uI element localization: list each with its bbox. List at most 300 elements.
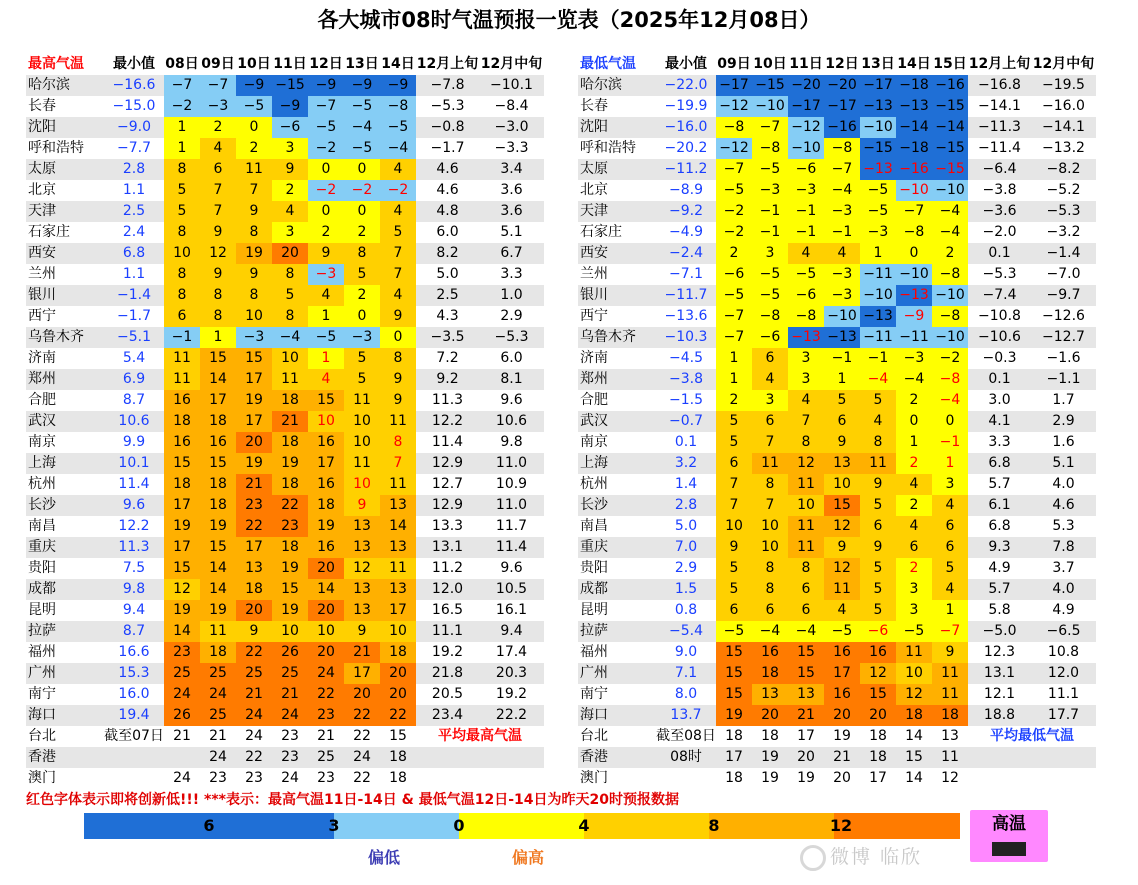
day-value: 4 [896, 474, 932, 495]
day-value: 19 [716, 705, 752, 726]
city-name: 合肥 [580, 392, 608, 408]
table-row [578, 684, 1096, 705]
table-row [26, 327, 544, 348]
day-value: 20 [824, 705, 860, 726]
min-value: −13.6 [664, 308, 708, 324]
day-value: 15 [824, 495, 860, 516]
day-value: −18 [896, 138, 932, 159]
day-value: 7 [200, 201, 236, 222]
day-value: 0 [344, 201, 380, 222]
day-value: −7 [716, 159, 752, 180]
day-value: −1 [932, 432, 968, 453]
day-value: 4 [824, 600, 860, 621]
column-header: 11日 [789, 56, 823, 72]
day-value: 18 [200, 474, 236, 495]
day-value: 15 [788, 642, 824, 663]
day-value: −17 [716, 75, 752, 96]
city-name: 重庆 [580, 539, 608, 555]
day-value: 12 [788, 453, 824, 474]
city-name: 拉萨 [28, 623, 56, 639]
table-row [26, 432, 544, 453]
day-value: −11 [896, 327, 932, 348]
city-name: 呼和浩特 [580, 140, 636, 156]
day-value: −9 [272, 96, 308, 117]
day-value: 9 [716, 537, 752, 558]
table-row [578, 117, 1096, 138]
table-row [578, 516, 1096, 537]
day-value: 8 [164, 222, 200, 243]
day-value: 23 [281, 749, 299, 765]
min-value: 19.4 [118, 707, 150, 723]
day-value: 8 [236, 285, 272, 306]
day-value: 23 [164, 642, 200, 663]
min-value: −16.6 [112, 77, 156, 93]
day-value: −6 [860, 621, 896, 642]
min-value: 8.7 [122, 623, 146, 639]
day-value: −17 [860, 75, 896, 96]
day-value: −5 [716, 180, 752, 201]
early-month-avg: −5.3 [982, 266, 1017, 282]
page-title: 各大城市08时气温预报一览表（2025年12月08日） [317, 8, 821, 32]
day-value [164, 747, 200, 768]
day-value: 9 [200, 264, 236, 285]
mid-month-avg: 10.8 [1047, 644, 1080, 660]
early-month-avg: 12.9 [431, 455, 464, 471]
day-value: 15 [716, 663, 752, 684]
table-row [578, 726, 1096, 747]
day-value: 15 [200, 453, 236, 474]
day-value: −6 [788, 285, 824, 306]
legend-tick-label: 6 [203, 816, 215, 835]
day-value: −13 [896, 96, 932, 117]
city-name: 南昌 [28, 518, 56, 534]
day-value: 24 [353, 749, 371, 765]
day-value: −10 [932, 327, 968, 348]
table-row [26, 621, 544, 642]
day-value: 1 [932, 453, 968, 474]
table-row [26, 600, 544, 621]
city-name: 澳门 [28, 770, 56, 786]
hot-label: 高温 [992, 814, 1026, 834]
mid-month-avg: −1.1 [1046, 371, 1081, 387]
early-month-avg: −5.3 [430, 98, 465, 114]
table-row [578, 159, 1096, 180]
legend-high-label: 偏高 [512, 848, 545, 867]
early-month-avg: 9.3 [988, 539, 1011, 555]
min-value: −16.0 [664, 119, 708, 135]
early-month-avg: −14.1 [978, 98, 1021, 114]
day-value: 9 [236, 621, 272, 642]
day-value: 4 [308, 369, 344, 390]
day-value: −1 [752, 222, 788, 243]
day-value: −5 [752, 285, 788, 306]
day-value: −15 [272, 75, 308, 96]
day-value: −15 [932, 96, 968, 117]
day-value: 25 [200, 663, 236, 684]
table-row [578, 75, 1096, 96]
day-value: 19 [797, 770, 815, 786]
day-value: 7 [716, 495, 752, 516]
day-value: 15 [236, 348, 272, 369]
day-value: 13 [824, 453, 860, 474]
day-value: 3 [896, 600, 932, 621]
day-value: 20 [236, 432, 272, 453]
city-name: 济南 [28, 350, 56, 366]
day-value: 2 [716, 243, 752, 264]
day-value: 0 [896, 243, 932, 264]
table-row [578, 495, 1096, 516]
column-header: 12月上旬 [968, 56, 1031, 72]
mid-month-avg: 3.7 [1052, 560, 1075, 576]
watermark-text: 微博 临欣 [830, 846, 923, 868]
legend-swatch [709, 813, 834, 839]
day-value: 9 [308, 243, 344, 264]
min-value [104, 768, 164, 789]
day-value: 13 [380, 579, 416, 600]
day-value: 15 [905, 749, 923, 765]
table-row [578, 474, 1096, 495]
mid-month-avg: −8.4 [494, 98, 529, 114]
hot-swatch [992, 842, 1026, 856]
early-month-avg: 4.9 [988, 560, 1011, 576]
day-value: 3 [788, 348, 824, 369]
table-row [26, 516, 544, 537]
day-value: −7 [716, 306, 752, 327]
min-value: 2.9 [674, 560, 698, 576]
day-value: 8 [272, 264, 308, 285]
day-value: 4 [200, 138, 236, 159]
day-value: −4 [932, 201, 968, 222]
day-value: 16 [200, 432, 236, 453]
day-value: 3 [896, 579, 932, 600]
day-value: 5 [344, 264, 380, 285]
day-value: 10 [752, 516, 788, 537]
day-value: 5 [716, 411, 752, 432]
day-value: 13 [380, 495, 416, 516]
day-value: 8 [164, 285, 200, 306]
day-value: 13 [788, 684, 824, 705]
day-value: 10 [344, 411, 380, 432]
min-value [656, 768, 716, 789]
day-value: 15 [716, 684, 752, 705]
day-value: 22 [236, 516, 272, 537]
legend-swatch [459, 813, 584, 839]
day-value: 15 [788, 663, 824, 684]
table-row [26, 768, 544, 789]
table-header-row [26, 54, 544, 75]
mid-month-avg: −3.3 [494, 140, 529, 156]
day-value: 10 [896, 663, 932, 684]
early-month-avg: −10.6 [978, 329, 1021, 345]
city-name: 海口 [28, 707, 56, 723]
day-value: −9 [380, 75, 416, 96]
mid-month-avg: −8.2 [1046, 161, 1081, 177]
day-value: 5 [860, 579, 896, 600]
legend-swatch [334, 813, 459, 839]
day-value: 14 [905, 728, 923, 744]
day-value: −17 [824, 96, 860, 117]
city-name: 广州 [580, 665, 608, 681]
min-value: 7.1 [674, 665, 698, 681]
day-value: −5 [824, 621, 860, 642]
column-header: 10日 [753, 56, 787, 72]
day-value: 14 [308, 579, 344, 600]
day-value: 19 [236, 390, 272, 411]
day-value: −13 [860, 159, 896, 180]
day-value: 5 [932, 558, 968, 579]
day-value: −2 [308, 180, 344, 201]
early-month-avg [968, 747, 1031, 768]
early-month-avg: −5.0 [982, 623, 1017, 639]
column-header: 12月中旬 [480, 56, 543, 72]
table-label: 最高气温 [28, 56, 84, 72]
day-value: 21 [344, 642, 380, 663]
hot-legend-box [970, 810, 1048, 862]
early-month-avg: 平均最低气温 [990, 728, 1074, 744]
table-row [578, 558, 1096, 579]
day-value: −8 [752, 306, 788, 327]
mid-month-avg: 1.7 [1052, 392, 1075, 408]
city-name: 郑州 [580, 371, 608, 387]
city-name: 呼和浩特 [28, 140, 84, 156]
day-value: 6 [716, 453, 752, 474]
day-value: 14 [200, 558, 236, 579]
day-value: 18 [896, 705, 932, 726]
day-value: −11 [860, 327, 896, 348]
early-month-avg: −3.6 [982, 203, 1017, 219]
day-value: 19 [833, 728, 851, 744]
city-name: 乌鲁木齐 [580, 329, 636, 345]
mid-month-avg: 11.7 [495, 518, 528, 534]
day-value: 0 [236, 117, 272, 138]
day-value: 9 [380, 306, 416, 327]
early-month-avg: 5.7 [988, 581, 1011, 597]
day-value: 5 [716, 558, 752, 579]
day-value: −7 [308, 96, 344, 117]
weibo-icon [800, 845, 826, 871]
day-value: 6 [788, 579, 824, 600]
early-month-avg: 平均最高气温 [438, 728, 522, 744]
mid-month-avg: 19.2 [495, 686, 528, 702]
day-value: 4 [932, 579, 968, 600]
city-name: 海口 [580, 707, 608, 723]
day-value: 11 [164, 348, 200, 369]
day-value: 3 [788, 369, 824, 390]
day-value: 11 [200, 621, 236, 642]
table-row [578, 180, 1096, 201]
day-value: 4 [860, 411, 896, 432]
day-value: 18 [725, 770, 743, 786]
mid-month-avg: −5.3 [1046, 203, 1081, 219]
mid-month-avg: 1.6 [1052, 434, 1075, 450]
day-value: 11 [272, 369, 308, 390]
city-name: 南昌 [580, 518, 608, 534]
day-value: 13 [344, 600, 380, 621]
min-value: 16.0 [118, 686, 150, 702]
day-value: 18 [272, 390, 308, 411]
day-value: −4 [896, 369, 932, 390]
min-value: 08时 [670, 749, 702, 765]
early-month-avg: 3.0 [988, 392, 1011, 408]
city-name: 西安 [28, 245, 56, 261]
day-value: 8 [164, 159, 200, 180]
min-value: 10.6 [118, 413, 150, 429]
day-value: 1 [716, 369, 752, 390]
day-value: −20 [824, 75, 860, 96]
early-month-avg: 0.1 [988, 371, 1011, 387]
table-row [578, 411, 1096, 432]
mid-month-avg: 4.0 [1052, 476, 1075, 492]
day-value: 9 [932, 642, 968, 663]
table-row [578, 390, 1096, 411]
early-month-avg [968, 768, 1031, 789]
min-value: 11.4 [118, 476, 150, 492]
day-value: −5 [308, 327, 344, 348]
day-value: 11 [932, 663, 968, 684]
early-month-avg: 4.6 [436, 161, 459, 177]
min-value: −9.0 [117, 119, 151, 135]
min-value: 9.0 [674, 644, 698, 660]
day-value: 1 [716, 348, 752, 369]
day-value: 15 [389, 728, 407, 744]
day-value: −8 [716, 117, 752, 138]
day-value: 15 [860, 684, 896, 705]
city-name: 兰州 [580, 266, 608, 282]
table-row [26, 705, 544, 726]
day-value: 2 [344, 222, 380, 243]
day-value: 4 [380, 159, 416, 180]
early-month-avg: 16.5 [431, 602, 464, 618]
day-value: 9 [824, 537, 860, 558]
day-value: 4 [788, 243, 824, 264]
day-value: 19 [761, 770, 779, 786]
city-name: 北京 [28, 182, 56, 198]
day-value: −7 [752, 117, 788, 138]
day-value: −5 [344, 96, 380, 117]
min-value: 11.3 [118, 539, 150, 555]
day-value: 2 [896, 453, 932, 474]
city-name: 南宁 [580, 686, 608, 702]
early-month-avg: −3.8 [982, 182, 1017, 198]
early-month-avg: −1.7 [430, 140, 465, 156]
day-value: 22 [380, 705, 416, 726]
day-value: 10 [752, 537, 788, 558]
day-value: −15 [932, 138, 968, 159]
table-label: 最低气温 [580, 56, 636, 72]
table-row [26, 474, 544, 495]
early-month-avg: −0.8 [430, 119, 465, 135]
mid-month-avg: 2.9 [1052, 413, 1075, 429]
min-value: −22.0 [664, 77, 708, 93]
day-value: −8 [824, 138, 860, 159]
day-value: 15 [308, 390, 344, 411]
legend-swatch [584, 813, 709, 839]
min-value: −8.9 [669, 182, 703, 198]
table-row [578, 201, 1096, 222]
day-value: 4 [752, 369, 788, 390]
day-value: −10 [824, 306, 860, 327]
early-month-avg: 20.5 [431, 686, 464, 702]
early-month-avg: 4.8 [436, 203, 459, 219]
day-value: −8 [788, 306, 824, 327]
day-value: 18 [725, 728, 743, 744]
column-header: 12月中旬 [1032, 56, 1095, 72]
mid-month-avg: 5.3 [1052, 518, 1075, 534]
legend-tick-label: 12 [829, 816, 853, 835]
mid-month-avg: 4.6 [1052, 497, 1075, 513]
day-value: 9 [236, 201, 272, 222]
color-legend [84, 813, 960, 839]
day-value: 0 [308, 201, 344, 222]
day-value: −9 [308, 75, 344, 96]
day-value: 23 [209, 770, 227, 786]
day-value: 10 [272, 348, 308, 369]
table-row [578, 747, 1096, 768]
mid-month-avg: 10.5 [495, 581, 528, 597]
day-value: −6 [272, 117, 308, 138]
mid-month-avg: 1.0 [500, 287, 523, 303]
day-value: 7 [788, 411, 824, 432]
table-row [26, 306, 544, 327]
day-value: 6 [824, 411, 860, 432]
day-value: 12 [200, 243, 236, 264]
day-value: 24 [272, 705, 308, 726]
day-value: 8 [164, 264, 200, 285]
day-value: 8 [344, 243, 380, 264]
day-value: 21 [236, 474, 272, 495]
early-month-avg: −3.5 [430, 329, 465, 345]
day-value: 21 [833, 749, 851, 765]
day-value: 7 [380, 243, 416, 264]
day-value: 5 [860, 495, 896, 516]
day-value: 6 [752, 600, 788, 621]
min-value: 5.4 [122, 350, 146, 366]
city-name: 重庆 [28, 539, 56, 555]
day-value: 20 [308, 600, 344, 621]
min-value: −11.2 [664, 161, 708, 177]
early-month-avg: 5.7 [988, 476, 1011, 492]
day-value: 22 [353, 728, 371, 744]
mid-month-avg: 5.1 [1052, 455, 1075, 471]
table-row [26, 264, 544, 285]
footnote: 红色字体表示即将创新低!!! ***表示：最高气温11日-14日 & 最低气温12日-14日为昨天20时预报数据 [26, 792, 679, 808]
day-value: 11 [824, 579, 860, 600]
day-value: 8 [752, 474, 788, 495]
day-value: −4 [380, 138, 416, 159]
day-value: 11 [380, 474, 416, 495]
day-value: 21 [788, 705, 824, 726]
table-row [26, 159, 544, 180]
day-value: 17 [725, 749, 743, 765]
day-value: 14 [905, 770, 923, 786]
day-value: 19 [272, 558, 308, 579]
early-month-avg: 2.5 [436, 287, 459, 303]
day-value: 19 [236, 453, 272, 474]
day-value: 8 [788, 558, 824, 579]
day-value: 5 [344, 348, 380, 369]
day-value: 17 [236, 369, 272, 390]
mid-month-avg: −3.0 [494, 119, 529, 135]
min-value: −1.7 [117, 308, 151, 324]
day-value: −5 [896, 621, 932, 642]
day-value: −3 [824, 285, 860, 306]
table-row [26, 579, 544, 600]
day-value: 4 [824, 243, 860, 264]
day-value: 24 [209, 749, 227, 765]
min-value: −2.4 [669, 245, 703, 261]
day-value: 21 [317, 728, 335, 744]
day-value: 9 [272, 159, 308, 180]
